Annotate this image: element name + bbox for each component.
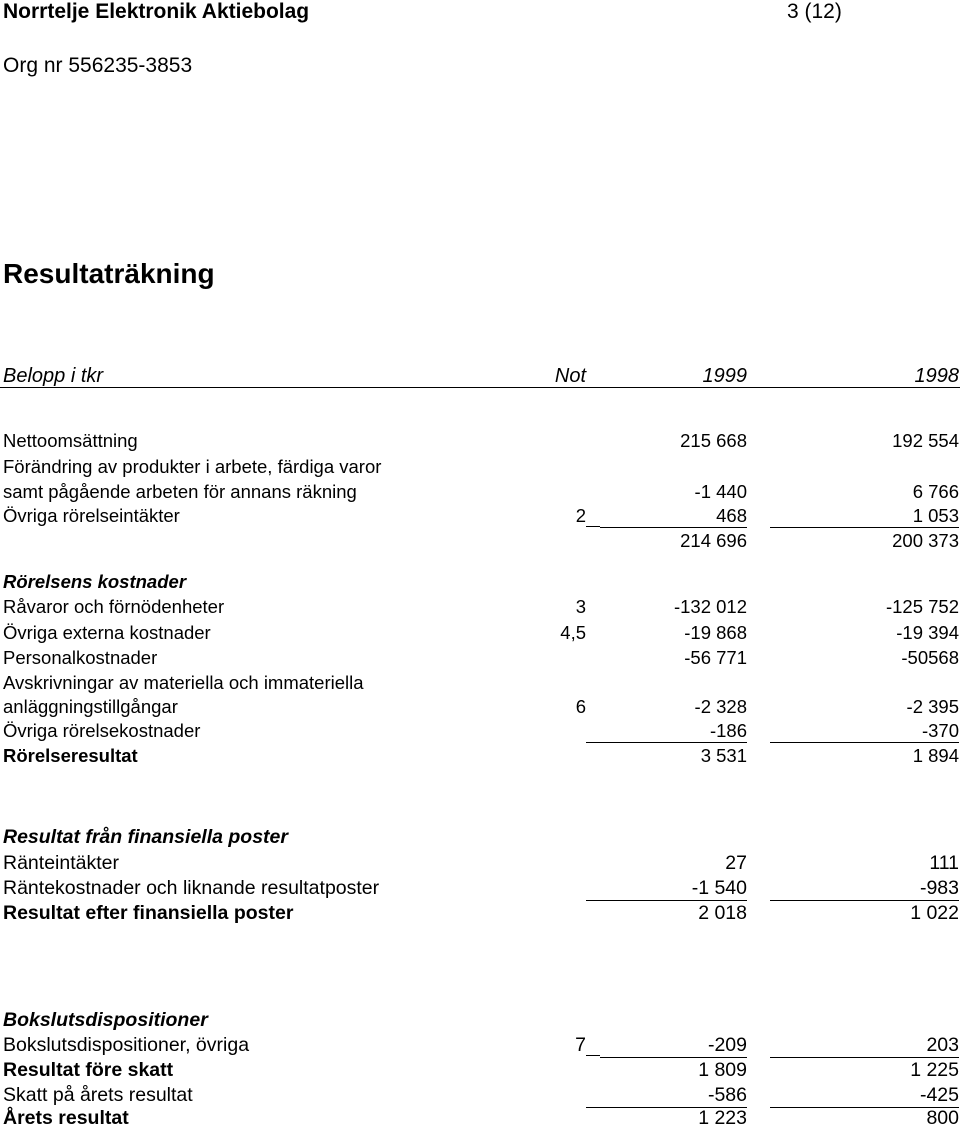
row-label: Bokslutsdispositioner, övriga	[3, 1034, 250, 1056]
note-ref: 7	[575, 1034, 586, 1056]
table-row-subtotal	[0, 530, 960, 555]
value-1998: -370	[770, 720, 959, 743]
value-1998: 192 554	[892, 430, 959, 451]
table-row	[0, 647, 960, 672]
row-label: Resultat från finansiella poster	[3, 826, 288, 848]
table-row	[0, 672, 960, 697]
row-label: Rörelseresultat	[3, 745, 138, 766]
value-1999: -132 012	[673, 596, 747, 617]
value-1999: 468	[600, 505, 747, 528]
column-header-1999: 1999	[702, 365, 747, 387]
table-row-total	[0, 1059, 960, 1084]
value-1998: 800	[926, 1107, 959, 1129]
section-heading	[0, 826, 960, 851]
column-header-note: Not	[554, 365, 586, 387]
row-label: Bokslutsdispositioner	[3, 1009, 208, 1031]
value-1999: 27	[725, 852, 747, 874]
value-1999: 3 531	[700, 745, 747, 766]
value-1998: -983	[770, 877, 959, 901]
underline	[586, 1034, 600, 1056]
org-number: Org nr 556235-3853	[3, 54, 193, 77]
row-label: Råvaror och förnödenheter	[3, 596, 225, 617]
value-1998: -2 395	[906, 696, 959, 717]
note-ref: 4,5	[560, 622, 586, 643]
value-1999: -186	[586, 720, 747, 743]
row-label: Ränteintäkter	[3, 852, 119, 874]
row-label: Förändring av produkter i arbete, färdiga varor	[3, 456, 382, 477]
note-ref: 6	[575, 696, 586, 717]
row-label: Övriga rörelseintäkter	[3, 505, 180, 526]
value-1998: -425	[770, 1084, 959, 1108]
value-1999: 214 696	[680, 530, 747, 551]
column-header-1998: 1998	[914, 365, 959, 387]
table-row	[0, 481, 960, 506]
value-1999: -1 540	[586, 877, 747, 901]
row-label: Övriga rörelsekostnader	[3, 720, 201, 741]
row-label: Övriga externa kostnader	[3, 622, 211, 643]
row-label: Skatt på årets resultat	[3, 1084, 193, 1106]
value-1999: -2 328	[694, 696, 747, 717]
value-1998: 1 022	[910, 902, 959, 924]
row-label: Rörelsens kostnader	[3, 571, 187, 592]
underline	[586, 505, 600, 527]
table-row-total	[0, 745, 960, 770]
table-row	[0, 622, 960, 647]
value-1998: -19 394	[896, 622, 959, 643]
row-label: Nettoomsättning	[3, 430, 138, 451]
row-label: samt pågående arbeten för annans räkning	[3, 481, 357, 502]
table-row	[0, 430, 960, 455]
value-1998: 1 894	[912, 745, 959, 766]
table-row-total	[0, 902, 960, 927]
value-1998: 200 373	[892, 530, 959, 551]
section-heading	[0, 1009, 960, 1034]
table-row	[0, 877, 960, 902]
value-1998: 203	[770, 1034, 959, 1058]
note-ref: 2	[575, 505, 586, 526]
row-label: Resultat efter finansiella poster	[3, 902, 294, 924]
value-1999: 2 018	[698, 902, 747, 924]
row-label: Avskrivningar av materiella och immateriella	[3, 672, 364, 693]
value-1998: 1 225	[910, 1059, 959, 1081]
table-row-total	[0, 1107, 960, 1132]
value-1999: -586	[586, 1084, 747, 1108]
row-label: anläggningstillgångar	[3, 696, 178, 717]
company-name: Norrtelje Elektronik Aktiebolag	[3, 0, 310, 23]
row-label: Räntekostnader och liknande resultatposter	[3, 877, 380, 899]
value-1998: -50568	[901, 647, 959, 668]
page-title: Resultaträkning	[3, 258, 215, 289]
table-row	[0, 852, 960, 877]
page-number: 3 (12)	[787, 0, 842, 23]
value-1999: -19 868	[684, 622, 747, 643]
table-row	[0, 1084, 960, 1109]
table-row	[0, 456, 960, 481]
value-1999: -56 771	[684, 647, 747, 668]
value-1999: 1 809	[698, 1059, 747, 1081]
table-row	[0, 596, 960, 621]
value-1998: 6 766	[912, 481, 959, 502]
row-label: Resultat före skatt	[3, 1059, 174, 1081]
row-label: Årets resultat	[3, 1107, 129, 1129]
table-row	[0, 720, 960, 745]
value-1998: 111	[929, 852, 959, 874]
value-1999: -1 440	[694, 481, 747, 502]
value-1999: -209	[600, 1034, 747, 1058]
value-1999: 1 223	[698, 1107, 747, 1129]
table-row	[0, 505, 960, 530]
value-1998: -125 752	[885, 596, 959, 617]
value-1998: 1 053	[770, 505, 959, 528]
value-1999: 215 668	[680, 430, 747, 451]
table-row	[0, 696, 960, 721]
row-label: Personalkostnader	[3, 647, 158, 668]
section-heading	[0, 571, 960, 596]
column-header-amount-unit: Belopp i tkr	[3, 365, 104, 387]
header-divider	[0, 387, 960, 388]
table-row	[0, 1034, 960, 1059]
note-ref: 3	[575, 596, 586, 617]
